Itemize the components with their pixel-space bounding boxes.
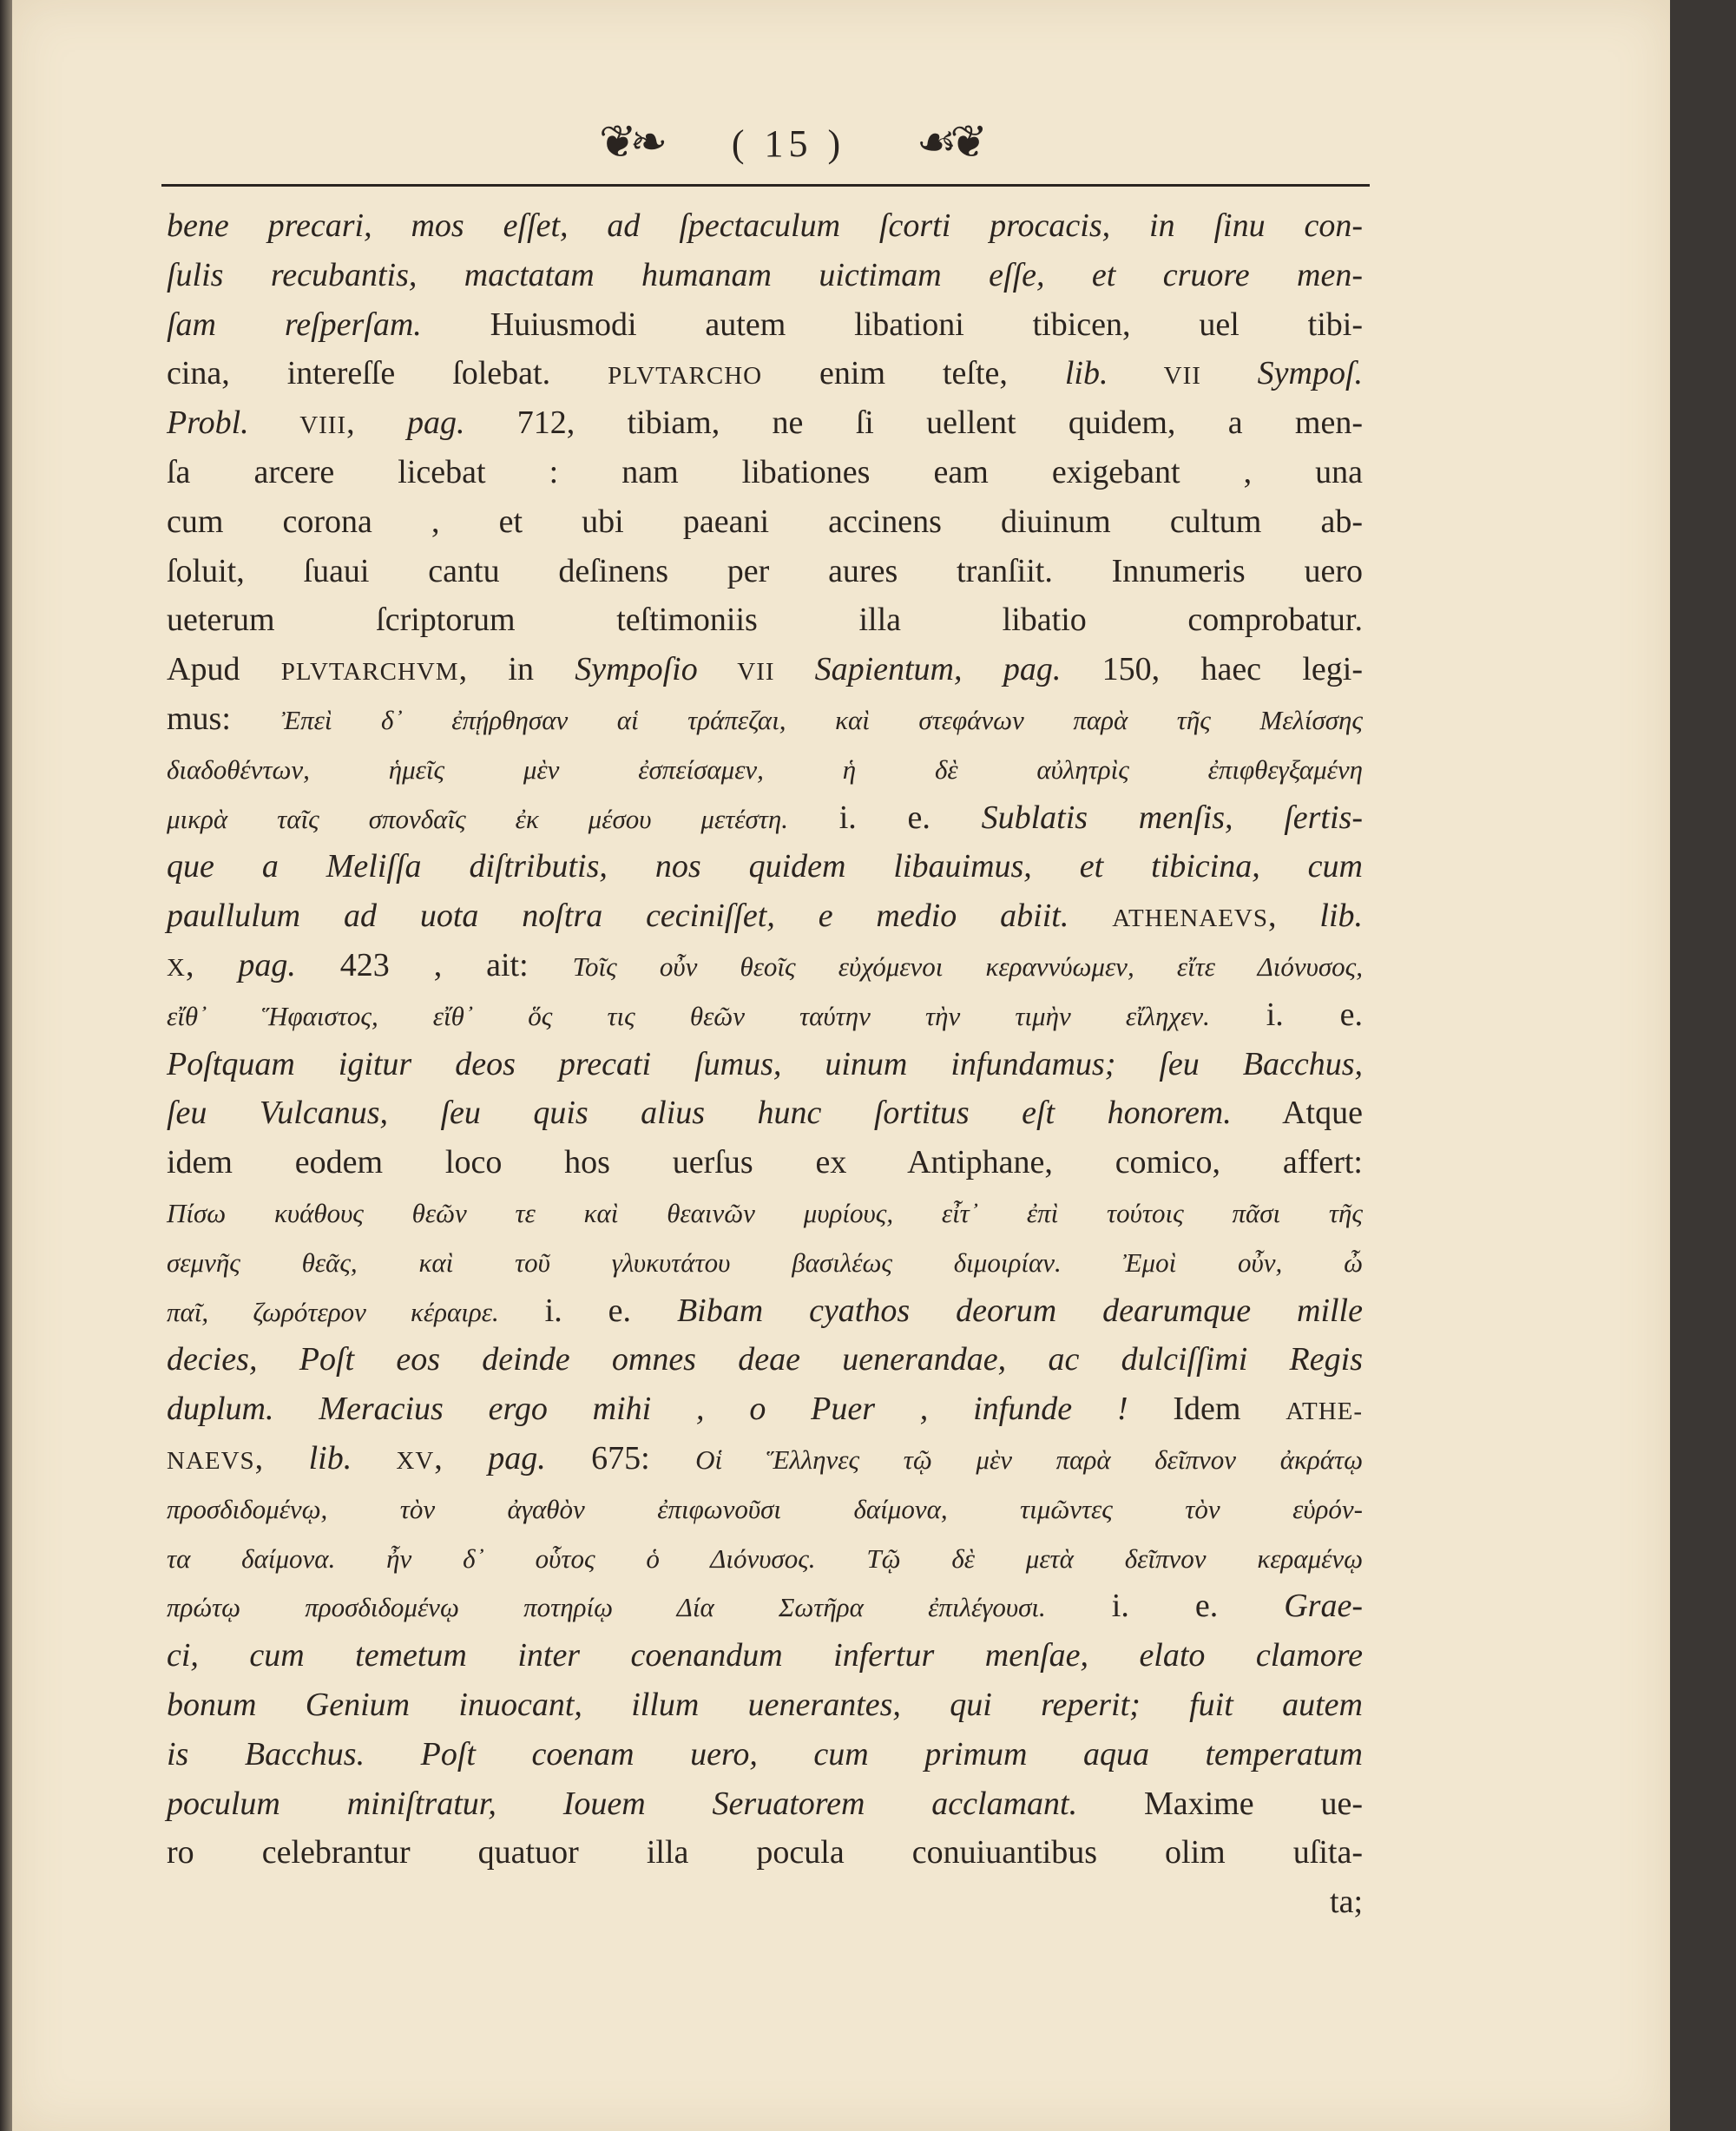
italic-text: is Bacchus. Poſt coenam uero, cum primum aqua temperatum <box>167 1735 1363 1773</box>
text-line <box>167 1631 1363 1680</box>
roman-text: 150, haec legi- <box>1061 651 1363 688</box>
text-line <box>167 793 1363 843</box>
greek-text: πρώτῳ προσδιδομένῳ ποτηρίῳ Δία Σωτῆρα ἐπιλέγουσι. <box>167 1592 1046 1623</box>
text-line <box>167 990 1363 1040</box>
greek-text: διαδοθέντων, ἡμεῖς μὲν ἐσπείσαμεν, ἡ δὲ αὐλητρὶς ἐπιφθεγξαμένη <box>167 753 1363 785</box>
roman-text: mus: <box>167 700 282 737</box>
roman-text: ta; <box>1330 1884 1363 1921</box>
text-line <box>167 1138 1363 1187</box>
text-line <box>167 1779 1363 1829</box>
italic-text: Bibam cyathos deorum dearumque mille <box>676 1292 1363 1329</box>
roman-text: Atque <box>1231 1095 1363 1132</box>
roman-text: 712, tibiam, ne ſi uellent quidem, a men- <box>464 404 1363 442</box>
text-line <box>167 1187 1363 1237</box>
roman-text: , <box>434 1439 489 1477</box>
small-caps-text: X <box>167 953 186 982</box>
italic-text: duplum. Meracius ergo mihi , o Puer , infunde ! <box>167 1391 1128 1428</box>
text-line <box>167 645 1363 694</box>
roman-text: i. e. <box>498 1292 677 1329</box>
roman-text: enim teſte, <box>762 355 1065 392</box>
italic-text: bonum Genium inuocant, illum uenerantes, qui reperit; fuit autem <box>167 1686 1363 1723</box>
text-line <box>167 1335 1363 1384</box>
page-header <box>599 113 981 174</box>
roman-text: ſa arcere licebat : nam libationes eam exigebant , una <box>167 453 1363 490</box>
small-caps-text: XV <box>352 1446 435 1475</box>
small-caps-text: ATHENAEVS <box>1112 904 1269 933</box>
text-line <box>167 1384 1363 1434</box>
roman-text: Idem <box>1128 1391 1286 1428</box>
roman-text: i. e. <box>788 799 982 836</box>
text-line <box>167 842 1363 891</box>
roman-text: cum corona , et ubi paeani accinens diuinum cultum ab- <box>167 503 1363 540</box>
greek-text: Ἐπεὶ δ᾽ ἐπῄρθησαν αἱ τράπεζαι, καὶ στεφάνων παρὰ τῆς Μελίσσης <box>281 704 1363 735</box>
ornament-left-icon: ❦❧ <box>599 118 661 168</box>
text-line <box>167 1286 1363 1336</box>
roman-text: , <box>1268 898 1320 935</box>
text-line <box>167 694 1363 744</box>
italic-text: que a Meliſſa diſtributis, nos quidem libauimus, et tibicina, cum <box>167 848 1363 885</box>
body-text <box>167 201 1363 1927</box>
italic-text: pag. <box>488 1439 546 1477</box>
roman-text: , <box>185 946 239 983</box>
small-caps-text: PLVTARCHVM <box>280 658 459 687</box>
roman-text: Apud <box>167 651 281 688</box>
roman-text <box>1069 898 1112 934</box>
roman-text: ro celebrantur quatuor illa pocula conuiuantibus olim uſita- <box>167 1834 1363 1871</box>
italic-text: Sublatis menſis, ſertis- <box>981 799 1363 836</box>
italic-text: poculum miniſtratur, Iouem Seruatorem acclamant. <box>167 1785 1078 1822</box>
text-line <box>167 1434 1363 1483</box>
roman-text: ueterum ſcriptorum teſtimoniis illa libatio comprobatur. <box>167 602 1363 639</box>
roman-text: cina, intereſſe ſolebat. <box>167 355 608 392</box>
italic-text: Sympoſ. <box>1257 355 1364 392</box>
text-line <box>167 891 1363 941</box>
page-number: ( 15 ) <box>731 122 846 165</box>
italic-text: Probl. <box>167 404 249 442</box>
italic-text: Poſtquam igitur deos precati ſumus, uinum infundamus; ſeu Bacchus, <box>167 1045 1363 1082</box>
text-line <box>167 1040 1363 1089</box>
italic-text: lib. <box>1064 355 1108 392</box>
greek-text: παῖ, ζωρότερον κέραιρε. <box>167 1296 499 1327</box>
roman-text: 423 , ait: <box>295 946 573 983</box>
small-caps-text: ATHE- <box>1286 1398 1364 1426</box>
small-caps-text: NAEVS <box>167 1446 255 1475</box>
text-line <box>167 497 1363 547</box>
text-line <box>167 547 1363 596</box>
italic-text: pag. <box>238 946 296 983</box>
text-line <box>167 1089 1363 1138</box>
text-line <box>167 941 1363 990</box>
roman-text: idem eodem loco hos uerſus ex Antiphane, comico, affert: <box>167 1144 1363 1181</box>
ornament-right-icon: ☙❦ <box>916 118 981 168</box>
small-caps-text: PLVTARCHO <box>608 362 763 391</box>
italic-text: lib. <box>308 1439 352 1477</box>
text-line <box>167 1237 1363 1286</box>
header-rule <box>161 184 1370 187</box>
italic-text: ci, cum temetum inter coenandum infertur menſae, elato clamore <box>167 1637 1363 1674</box>
book-binding-edge <box>0 0 12 2131</box>
roman-text: i. e. <box>1045 1588 1285 1625</box>
greek-text: προσδιδομένῳ, τὸν ἀγαθὸν ἐπιφωνοῦσι δαίμονα, τιμῶντες τὸν εὑρόν- <box>167 1493 1363 1524</box>
greek-text: τα δαίμονα. ἦν δ᾽ οὗτος ὁ Διόνυσος. Τῷ δὲ μετὰ δεῖπνον κεραμένῳ <box>167 1542 1363 1574</box>
greek-text: Οἱ Ἕλληνες τῷ μὲν παρὰ δεῖπνον ἀκράτῳ <box>695 1444 1364 1475</box>
greek-text: Πίσω κυάθους θεῶν τε καὶ θεαινῶν μυρίους, εἶτ᾽ ἐπὶ τούτοις πᾶσι τῆς <box>167 1197 1363 1228</box>
italic-text: Sympoſio <box>575 651 698 688</box>
text-line <box>167 349 1363 398</box>
text-line <box>167 595 1363 645</box>
text-line <box>167 1582 1363 1631</box>
small-caps-text: VIII <box>248 411 347 440</box>
text-line <box>167 1483 1363 1533</box>
greek-text: Τοῖς οὖν θεοῖς εὐχόμενοι κεραννύωμεν, εἴτε Διόνυσος, <box>572 950 1363 982</box>
text-line <box>167 1533 1363 1582</box>
text-line <box>167 1680 1363 1730</box>
text-line <box>167 744 1363 793</box>
italic-text: lib. <box>1319 898 1364 935</box>
roman-text: Huiusmodi autem libationi tibicen, uel tibi- <box>421 306 1363 343</box>
greek-text: μικρὰ ταῖς σπονδαῖς ἐκ μέσου μετέστη. <box>167 803 789 834</box>
text-line <box>167 300 1363 350</box>
small-caps-text: VII <box>697 658 815 687</box>
roman-text: 675: <box>545 1439 696 1477</box>
roman-text: , in <box>458 651 575 688</box>
italic-text: ſeu Vulcanus, ſeu quis alius hunc ſortitus eſt honorem. <box>167 1095 1232 1132</box>
greek-text: σεμνῆς θεᾶς, καὶ τοῦ γλυκυτάτου βασιλέως διμοιρίαν. Ἐμοὶ οὖν, ὦ <box>167 1246 1363 1278</box>
italic-text: ſam reſperſam. <box>167 306 422 343</box>
roman-text: Maxime ue- <box>1077 1785 1363 1822</box>
italic-text: pag. <box>406 404 465 442</box>
text-line <box>167 1828 1363 1878</box>
text-line <box>167 1878 1363 1927</box>
text-line <box>167 398 1363 448</box>
italic-text: bene precari, mos eſſet, ad ſpectaculum ſcorti procacis, in ſinu con- <box>167 207 1363 244</box>
italic-text: Grae- <box>1284 1588 1363 1625</box>
roman-text: ſoluit, ſuaui cantu deſinens per aures tranſiit. Innumeris uero <box>167 552 1363 589</box>
italic-text: decies, Poſt eos deinde omnes deae uenerandae, ac dulciſſimi Regis <box>167 1341 1363 1378</box>
roman-text: , <box>346 404 407 442</box>
small-caps-text: VII <box>1108 362 1258 391</box>
text-line <box>167 201 1363 251</box>
italic-text: ſulis recubantis, mactatam humanam uictimam eſſe, et cruore men- <box>167 256 1363 293</box>
roman-text: , <box>254 1439 309 1477</box>
roman-text: i. e. <box>1209 996 1363 1033</box>
greek-text: εἴθ᾽ Ἥφαιστος, εἴθ᾽ ὅς τις θεῶν ταύτην τὴν τιμὴν εἴληχεν. <box>167 1000 1210 1031</box>
italic-text: Sapientum, pag. <box>814 651 1062 688</box>
text-line <box>167 448 1363 497</box>
italic-text: paullulum ad uota noſtra ceciniſſet, e medio abiit. <box>167 898 1069 935</box>
text-line <box>167 1730 1363 1779</box>
text-line <box>167 251 1363 300</box>
